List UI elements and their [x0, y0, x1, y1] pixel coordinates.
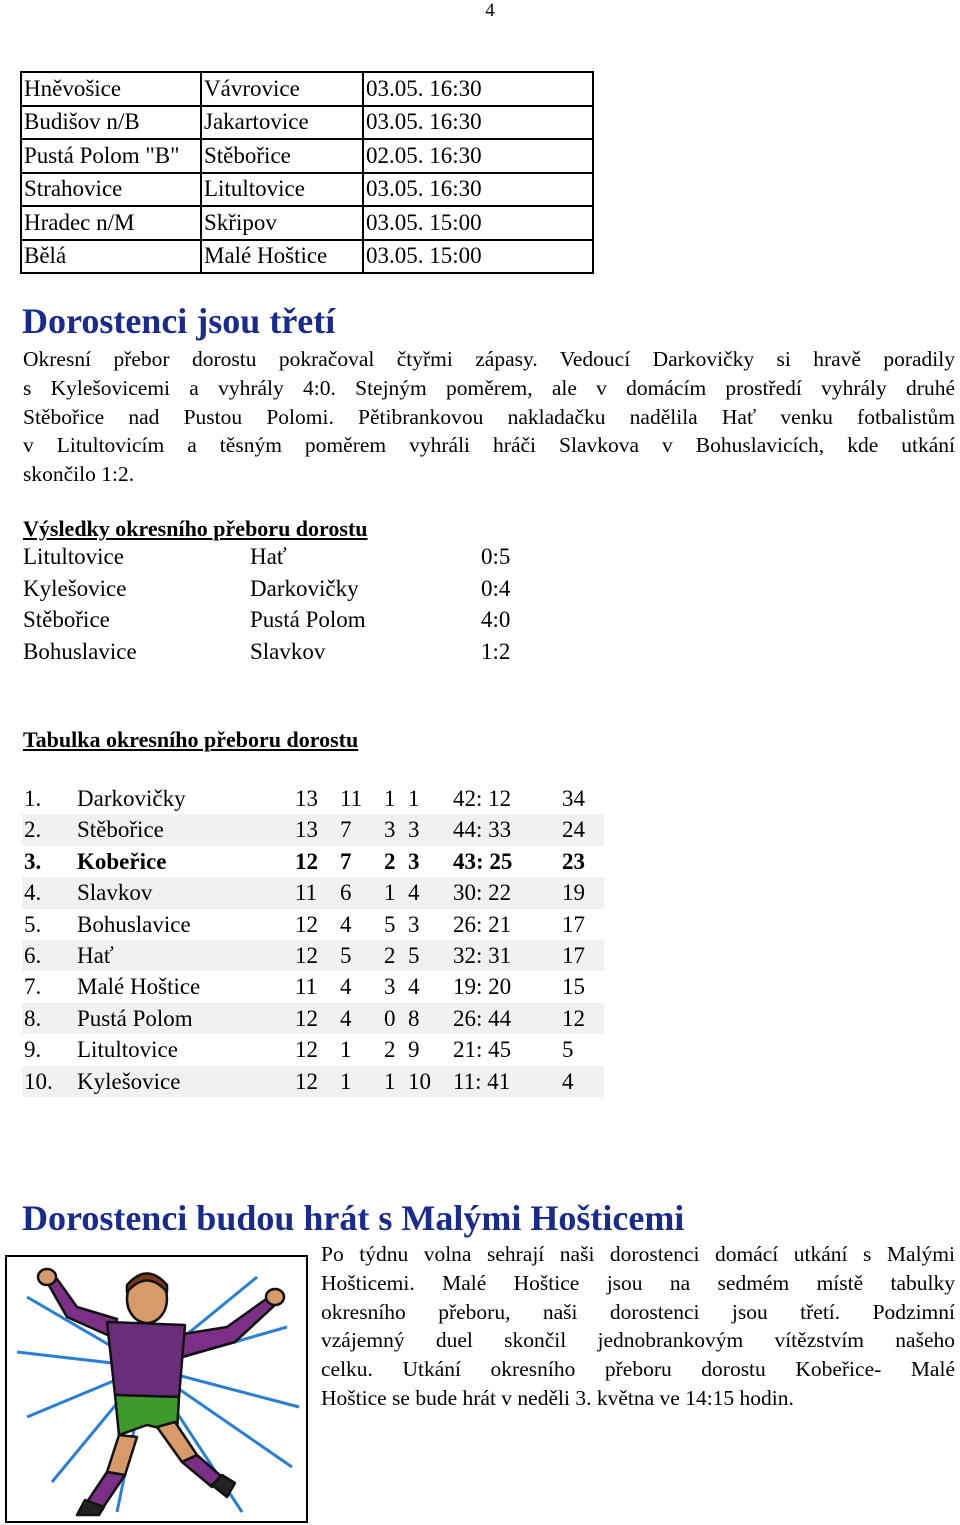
- standing-points: 24: [562, 817, 585, 843]
- standing-wins: 6: [340, 880, 352, 906]
- article2-line: celku. Utkání okresního přeboru dorostu Kobeřice- Malé: [321, 1357, 955, 1382]
- standing-points: 19: [562, 880, 585, 906]
- standing-row: [22, 783, 604, 814]
- standing-row: [22, 971, 604, 1002]
- standing-position: 8.: [24, 1005, 42, 1031]
- standing-draws: 3: [384, 974, 396, 1000]
- standing-goals: 43: 25: [453, 848, 513, 874]
- article1-line: s Kylešovicemi a vyhrály 4:0. Stejným poměrem, ale v domácím prostředí vyhrály druhé: [23, 375, 955, 400]
- fixture-away-team: Vávrovice: [201, 72, 363, 106]
- standing-wins: 7: [340, 817, 352, 843]
- standing-played: 12: [295, 943, 318, 968]
- article2-line: Hoštice se bude hrát v neděli 3. května ve 14:15 hodin.: [321, 1385, 794, 1410]
- fixture-row: [21, 106, 593, 140]
- result-away-team: Slavkov: [250, 639, 326, 664]
- standing-wins: 5: [340, 943, 352, 968]
- fixture-date-time: 02.05. 16:30: [363, 139, 593, 173]
- fixture-away-team: Skřipov: [201, 206, 363, 240]
- fixture-home-team: Budišov n/B: [21, 106, 201, 140]
- standing-wins: 4: [340, 911, 352, 937]
- article1-line: Stěbořice nad Pustou Polomi. Pětibrankovou nakladačku nadělila Hať venku fotbalistům: [23, 404, 955, 429]
- standing-team: Darkovičky: [77, 786, 186, 811]
- standing-losses: 1: [408, 786, 420, 811]
- standing-goals: 42: 12: [453, 786, 512, 811]
- result-home-team: Kylešovice: [23, 576, 127, 601]
- standing-goals: 30: 22: [453, 880, 512, 906]
- result-score: 4:0: [481, 607, 511, 632]
- standing-row: [22, 909, 604, 940]
- standing-wins: 4: [340, 1005, 352, 1031]
- standing-position: 6.: [24, 943, 42, 968]
- standing-row: [22, 846, 604, 877]
- standing-wins: 4: [340, 974, 352, 1000]
- article1-body: [23, 345, 955, 489]
- standing-draws: 1: [384, 880, 396, 906]
- results-title: Výsledky okresního přeboru dorostu: [23, 516, 368, 541]
- standing-position: 7.: [24, 974, 42, 1000]
- standing-draws: 2: [384, 943, 396, 968]
- standing-losses: 9: [408, 1037, 420, 1063]
- standing-losses: 4: [408, 974, 420, 1000]
- article2-line: vzájemný duel skončil jednobrankovým vítězstvím našeho: [321, 1328, 955, 1353]
- standing-team: Malé Hoštice: [77, 974, 201, 1000]
- standing-wins: 11: [340, 786, 363, 811]
- standing-losses: 5: [408, 943, 420, 968]
- fixture-date-time: 03.05. 15:00: [363, 206, 593, 240]
- fixture-home-team: Bělá: [21, 240, 201, 274]
- article2-line: okresního přeboru, naši dorostenci jsou třetí. Podzimní: [321, 1299, 955, 1324]
- standing-wins: 1: [340, 1068, 352, 1094]
- fixture-away-team: Malé Hoštice: [201, 240, 363, 274]
- standing-losses: 4: [408, 880, 420, 906]
- standing-goals: 26: 21: [453, 911, 512, 937]
- article1-line: Okresní přebor dorostu pokračoval čtyřmi zápasy. Vedoucí Darkovičky si hravě poradily: [23, 347, 955, 371]
- soccer-player-icon: [7, 1257, 306, 1521]
- standing-goals: 44: 33: [453, 817, 512, 843]
- standing-wins: 1: [340, 1037, 352, 1063]
- standing-points: 34: [562, 786, 585, 811]
- soccer-player-image: [5, 1255, 308, 1523]
- standing-played: 12: [295, 1068, 318, 1094]
- standing-played: 11: [295, 974, 318, 1000]
- standing-goals: 26: 44: [453, 1005, 512, 1031]
- fixture-home-team: Pustá Polom "B": [21, 139, 201, 173]
- fixture-date-time: 03.05. 15:00: [363, 240, 593, 274]
- fixtures-table: [20, 71, 594, 274]
- standing-played: 13: [295, 817, 318, 843]
- standing-position: 3.: [24, 848, 42, 874]
- fixture-home-team: Hněvošice: [21, 72, 201, 106]
- standing-position: 10.: [24, 1068, 53, 1094]
- fixture-row: [21, 173, 593, 207]
- standing-position: 1.: [24, 786, 42, 811]
- standing-losses: 10: [408, 1068, 431, 1094]
- standing-losses: 3: [408, 848, 420, 874]
- standing-played: 12: [295, 1037, 318, 1063]
- standing-row: [22, 814, 604, 845]
- standings-title: Tabulka okresního přeboru dorostu: [23, 727, 359, 752]
- standing-team: Stěbořice: [77, 817, 164, 843]
- standing-goals: 11: 41: [453, 1068, 511, 1094]
- standing-team: Hať: [77, 943, 114, 968]
- article1-title: Dorostenci jsou třetí: [22, 301, 336, 341]
- fixture-away-team: Jakartovice: [201, 106, 363, 140]
- standing-draws: 1: [384, 1068, 396, 1094]
- standing-played: 12: [295, 1005, 318, 1031]
- standing-position: 9.: [24, 1037, 42, 1063]
- fixture-date-time: 03.05. 16:30: [363, 72, 593, 106]
- standing-draws: 2: [384, 848, 396, 874]
- standing-position: 5.: [24, 911, 42, 937]
- standing-losses: 8: [408, 1005, 420, 1031]
- result-score: 0:4: [481, 576, 511, 601]
- standing-row: [22, 877, 604, 908]
- article2-title: Dorostenci budou hrát s Malými Hošticemi: [22, 1198, 685, 1238]
- standing-draws: 5: [384, 911, 396, 937]
- fixture-date-time: 03.05. 16:30: [363, 173, 593, 207]
- standing-wins: 7: [340, 848, 352, 874]
- standing-draws: 0: [384, 1005, 396, 1031]
- standing-team: Slavkov: [77, 880, 153, 906]
- result-away-team: Hať: [250, 544, 287, 569]
- standing-points: 17: [562, 911, 585, 937]
- standing-played: 11: [295, 880, 318, 906]
- standing-goals: 21: 45: [453, 1037, 512, 1063]
- fixture-date-time: 03.05. 16:30: [363, 106, 593, 140]
- result-score: 1:2: [481, 639, 511, 664]
- standing-team: Bohuslavice: [77, 911, 191, 937]
- standing-team: Pustá Polom: [77, 1005, 193, 1031]
- standing-points: 5: [562, 1037, 574, 1063]
- standing-played: 12: [295, 911, 318, 937]
- fixture-away-team: Litultovice: [201, 173, 363, 207]
- standing-position: 2.: [24, 817, 42, 843]
- standing-goals: 32: 31: [453, 943, 512, 968]
- fixture-away-team: Stěbořice: [201, 139, 363, 173]
- standing-played: 13: [295, 786, 318, 811]
- standing-draws: 3: [384, 817, 396, 843]
- standing-points: 23: [562, 848, 585, 874]
- result-home-team: Stěbořice: [23, 607, 110, 632]
- article1-line: v Litultovicím a těsným poměrem vyhráli hráči Slavkova v Bohuslavicích, kde utkání: [23, 433, 955, 458]
- standing-row: [22, 1034, 604, 1065]
- standing-row: [22, 940, 604, 971]
- page-number: 4: [485, 0, 495, 21]
- article1-line: skončilo 1:2.: [23, 462, 135, 487]
- result-score: 0:5: [481, 544, 511, 569]
- result-home-team: Litultovice: [23, 544, 124, 569]
- standing-losses: 3: [408, 911, 420, 937]
- standing-team: Litultovice: [77, 1037, 178, 1063]
- result-home-team: Bohuslavice: [23, 639, 137, 664]
- fixture-row: [21, 139, 593, 173]
- standing-draws: 1: [384, 786, 396, 811]
- standing-points: 4: [562, 1068, 574, 1094]
- article2-line: Hošticemi. Malé Hoštice jsou na sedmém místě tabulky: [321, 1270, 955, 1295]
- standing-draws: 2: [384, 1037, 396, 1063]
- result-away-team: Darkovičky: [250, 576, 359, 601]
- fixture-row: [21, 72, 593, 106]
- standing-goals: 19: 20: [453, 974, 512, 1000]
- fixture-row: [21, 240, 593, 274]
- fixture-row: [21, 206, 593, 240]
- standing-losses: 3: [408, 817, 420, 843]
- fixture-home-team: Hradec n/M: [21, 206, 201, 240]
- standing-row: [22, 1066, 604, 1097]
- standing-points: 17: [562, 943, 585, 968]
- article2-body: [321, 1240, 955, 1413]
- standing-played: 12: [295, 848, 318, 874]
- fixture-home-team: Strahovice: [21, 173, 201, 207]
- standing-points: 12: [562, 1005, 585, 1031]
- standing-points: 15: [562, 974, 585, 1000]
- standing-position: 4.: [24, 880, 42, 906]
- result-away-team: Pustá Polom: [250, 607, 366, 632]
- article2-line: Po týdnu volna sehrají naši dorostenci domácí utkání s Malými: [321, 1242, 955, 1266]
- standing-team: Kylešovice: [77, 1068, 181, 1094]
- standing-row: [22, 1003, 604, 1034]
- standing-team: Kobeřice: [77, 848, 167, 874]
